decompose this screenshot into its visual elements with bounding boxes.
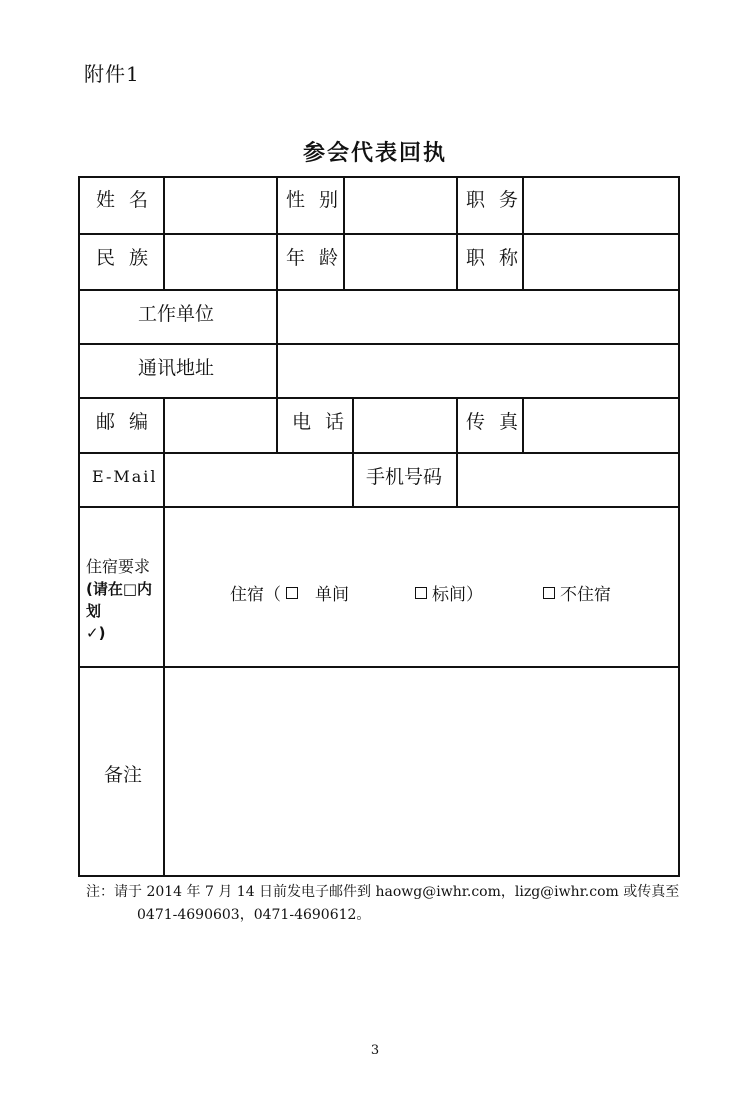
- lodging-label-line2: (请在□内划: [86, 580, 153, 620]
- position-field[interactable]: [524, 178, 677, 232]
- col-divider: [456, 397, 458, 453]
- lodging-option-single: [230, 580, 349, 605]
- single-room-checkbox[interactable]: [286, 587, 298, 599]
- table-border-left: [78, 176, 80, 877]
- label-mobile: 手机号码: [366, 466, 443, 488]
- label-remarks: 备注: [104, 764, 143, 786]
- table-border-right: [678, 176, 680, 877]
- lodging-label-line1: 住宿要求: [86, 557, 151, 576]
- label-title-rank: 职称: [466, 247, 533, 269]
- gender-field[interactable]: [345, 178, 455, 232]
- col-divider: [352, 452, 354, 508]
- single-room-label: 单间: [315, 585, 349, 605]
- address-field[interactable]: [278, 345, 677, 396]
- fax-field[interactable]: [524, 399, 677, 451]
- label-name: 姓名: [96, 189, 163, 211]
- ethnicity-field[interactable]: [165, 235, 275, 288]
- lodging-label-line3: ✓): [86, 624, 106, 642]
- lodging-option-none: [540, 580, 611, 605]
- label-gender: 性别: [286, 189, 353, 211]
- standard-room-checkbox[interactable]: [415, 587, 427, 599]
- col-divider: [276, 397, 278, 453]
- remarks-field[interactable]: [165, 668, 677, 874]
- label-email: E-Mail: [92, 467, 158, 486]
- age-field[interactable]: [345, 235, 455, 288]
- col-divider: [456, 176, 458, 290]
- label-ethnicity: 民族: [96, 247, 163, 269]
- label-fax: 传真: [466, 411, 533, 433]
- label-age: 年龄: [286, 247, 353, 269]
- label-postcode: 邮编: [96, 411, 163, 433]
- postcode-field[interactable]: [165, 399, 275, 451]
- table-border-bottom: [78, 875, 680, 877]
- form-title: 参会代表回执: [302, 141, 447, 166]
- label-lodging: [86, 556, 166, 644]
- standard-room-label: 标间）: [432, 585, 483, 605]
- submission-note-fax: 0471-4690603，0471-4690612。: [137, 907, 371, 923]
- name-field[interactable]: [165, 178, 275, 232]
- label-work-unit: 工作单位: [138, 303, 215, 325]
- attachment-label: 附件1: [84, 62, 140, 86]
- no-lodging-label: 不住宿: [560, 585, 611, 605]
- label-address: 通讯地址: [138, 357, 215, 379]
- lodging-prefix: 住宿（: [230, 585, 281, 605]
- label-position: 职务: [466, 189, 533, 211]
- submission-note: 注：请于 2014 年 7 月 14 日前发电子邮件到 haowg@iwhr.com，lizg@iwhr.com 或传真至: [86, 884, 680, 900]
- mobile-field[interactable]: [458, 454, 677, 505]
- lodging-option-standard: [412, 580, 483, 605]
- work-unit-field[interactable]: [278, 291, 677, 342]
- row-divider: [78, 506, 680, 508]
- phone-field[interactable]: [354, 399, 455, 451]
- label-phone: 电话: [292, 411, 359, 433]
- page-number: 3: [370, 1043, 380, 1058]
- email-field[interactable]: [165, 454, 351, 505]
- no-lodging-checkbox[interactable]: [543, 587, 555, 599]
- title-rank-field[interactable]: [524, 235, 677, 288]
